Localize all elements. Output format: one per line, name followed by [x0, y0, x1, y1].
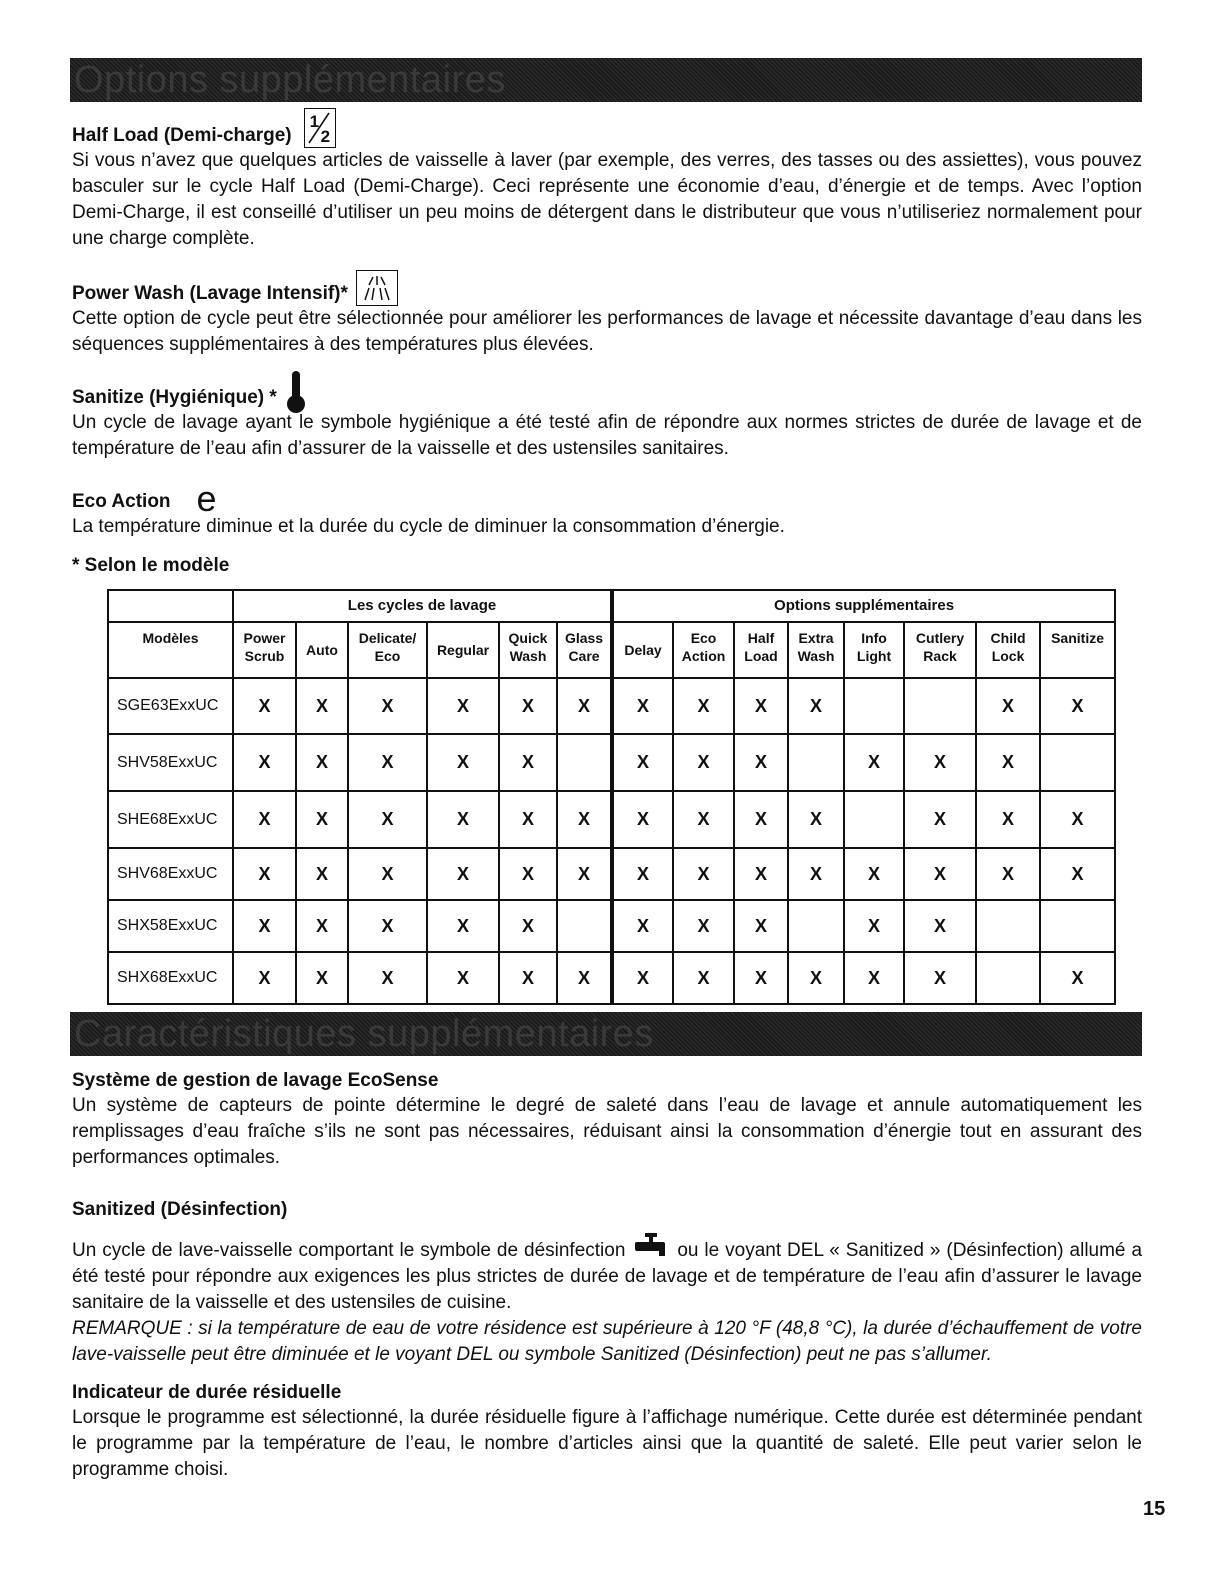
header-quick-wash: Quick Wash	[499, 622, 557, 678]
model-features-table	[107, 589, 1116, 1005]
table-row	[108, 678, 1115, 734]
feature-cell: X	[233, 952, 296, 1004]
feature-cell: X	[348, 734, 427, 791]
feature-cell	[1040, 900, 1115, 952]
eco-icon: e	[196, 478, 217, 519]
feature-cell	[557, 734, 612, 791]
feature-cell: X	[734, 734, 788, 791]
model-cell: SHV58ExxUC	[108, 734, 233, 791]
feature-cell: X	[557, 952, 612, 1004]
header-delay: Delay	[612, 622, 673, 678]
group-options: Options supplémentaires	[612, 590, 1115, 622]
feature-cell: X	[673, 734, 734, 791]
feature-cell: X	[734, 678, 788, 734]
thermometer-icon	[285, 370, 307, 414]
feature-cell: X	[734, 952, 788, 1004]
sanitized-section	[72, 1198, 1142, 1368]
table-row	[108, 791, 1115, 848]
feature-cell: X	[673, 791, 734, 848]
half-icon-numerator: 1	[309, 112, 320, 131]
feature-cell	[788, 900, 844, 952]
ecosense-section	[72, 1069, 1142, 1171]
section-banner-options	[70, 58, 1142, 102]
feature-cell: X	[788, 952, 844, 1004]
eco-action-text: La température diminue et la durée du cycle de diminuer la consommation d’énergie.	[72, 516, 785, 537]
header-child-lock: Child Lock	[976, 622, 1040, 678]
residual-time-section	[72, 1381, 1142, 1483]
feature-cell: X	[233, 734, 296, 791]
sanitize-section	[72, 368, 1142, 462]
sanitized-title: Sanitized (Désinfection)	[72, 1199, 288, 1220]
feature-cell: X	[296, 734, 348, 791]
feature-cell: X	[348, 791, 427, 848]
table-body	[108, 678, 1115, 1004]
residual-text: Lorsque le programme est sélectionné, la durée résiduelle figure à l’affichage numérique. Cette durée est déterminée pendant le programme par la température de l’eau, le nombre d’articles ainsi que la quantité de saleté. Elle peut varier selon le programme choisi.	[72, 1407, 1142, 1480]
header-models: Modèles	[108, 622, 233, 678]
banner-title: Options supplémentaires	[74, 59, 506, 101]
table-row	[108, 848, 1115, 900]
sanitized-note: REMARQUE : si la température de eau de votre résidence est supérieure à 120 °F (48,8 °C), la durée d’échauffement de votre lave-vaisselle peut être diminuée et le voyant DEL ou symbole Sanitized (Désinfection) peut ne pas s’allumer.	[72, 1318, 1142, 1365]
feature-cell: X	[296, 678, 348, 734]
feature-cell: X	[976, 791, 1040, 848]
feature-cell: X	[296, 848, 348, 900]
feature-cell: X	[233, 900, 296, 952]
feature-cell: X	[1040, 952, 1115, 1004]
feature-cell	[904, 678, 976, 734]
sanitized-text	[72, 1232, 1142, 1316]
residual-title: Indicateur de durée résiduelle	[72, 1382, 342, 1403]
feature-cell: X	[904, 734, 976, 791]
feature-cell	[788, 734, 844, 791]
feature-cell: X	[348, 952, 427, 1004]
feature-cell: X	[612, 734, 673, 791]
feature-cell: X	[673, 678, 734, 734]
feature-cell: X	[612, 900, 673, 952]
feature-cell	[976, 952, 1040, 1004]
half-load-section	[72, 104, 1142, 252]
feature-cell: X	[844, 900, 904, 952]
power-wash-text: Cette option de cycle peut être sélectionnée pour améliorer les performances de lavage et nécessite davantage d’eau dans les séquences supplémentaires à des températures plus élevées.	[72, 308, 1142, 355]
header-power-scrub: Power Scrub	[233, 622, 296, 678]
feature-cell: X	[296, 952, 348, 1004]
header-delicate-eco: Delicate/ Eco	[348, 622, 427, 678]
feature-cell	[844, 678, 904, 734]
feature-cell: X	[499, 791, 557, 848]
table-row	[108, 734, 1115, 791]
header-extra-wash: Extra Wash	[788, 622, 844, 678]
feature-cell: X	[904, 900, 976, 952]
feature-cell: X	[612, 678, 673, 734]
feature-cell: X	[427, 900, 499, 952]
feature-cell: X	[844, 952, 904, 1004]
feature-cell: X	[612, 848, 673, 900]
header-regular: Regular	[427, 622, 499, 678]
table-group-row	[108, 590, 1115, 622]
header-glass-care: Glass Care	[557, 622, 612, 678]
header-auto: Auto	[296, 622, 348, 678]
sanitized-text-before: Un cycle de lave-vaisselle comportant le symbole de désinfection	[72, 1240, 626, 1261]
feature-cell: X	[348, 678, 427, 734]
feature-cell: X	[612, 952, 673, 1004]
eco-action-title: Eco Action	[72, 491, 171, 512]
feature-cell: X	[499, 952, 557, 1004]
feature-cell: X	[557, 791, 612, 848]
table-header-row	[108, 622, 1115, 678]
feature-cell: X	[499, 734, 557, 791]
feature-cell: X	[976, 734, 1040, 791]
feature-cell: X	[976, 678, 1040, 734]
page-number: 15	[1143, 1498, 1166, 1520]
model-cell: SHX68ExxUC	[108, 952, 233, 1004]
model-cell: SHX58ExxUC	[108, 900, 233, 952]
feature-cell: X	[673, 900, 734, 952]
feature-cell: X	[296, 791, 348, 848]
header-eco-action: Eco Action	[673, 622, 734, 678]
feature-cell: X	[499, 900, 557, 952]
table-row	[108, 952, 1115, 1004]
sanitize-title: Sanitize (Hygiénique) *	[72, 387, 277, 408]
header-info-light: Info Light	[844, 622, 904, 678]
banner-title: Caractéristiques supplémentaires	[74, 1013, 654, 1055]
feature-cell: X	[348, 848, 427, 900]
feature-cell: X	[427, 848, 499, 900]
feature-cell: X	[1040, 848, 1115, 900]
feature-cell: X	[612, 791, 673, 848]
half-load-title: Half Load (Demi-charge)	[72, 125, 292, 146]
eco-action-section	[72, 480, 1142, 540]
feature-cell	[976, 900, 1040, 952]
model-cell: SHE68ExxUC	[108, 791, 233, 848]
feature-cell: X	[734, 900, 788, 952]
feature-cell: X	[427, 734, 499, 791]
feature-cell: X	[904, 791, 976, 848]
feature-cell: X	[557, 848, 612, 900]
feature-cell: X	[233, 791, 296, 848]
feature-cell	[844, 791, 904, 848]
feature-cell: X	[673, 848, 734, 900]
feature-cell: X	[788, 678, 844, 734]
model-cell: SGE63ExxUC	[108, 678, 233, 734]
group-empty-cell	[108, 590, 233, 622]
feature-cell: X	[499, 678, 557, 734]
header-cutlery-rack: Cutlery Rack	[904, 622, 976, 678]
power-wash-title: Power Wash (Lavage Intensif)*	[72, 283, 348, 304]
feature-cell: X	[844, 848, 904, 900]
feature-cell: X	[427, 678, 499, 734]
feature-cell: X	[844, 734, 904, 791]
feature-cell: X	[788, 848, 844, 900]
half-load-text: Si vous n’avez que quelques articles de vaisselle à laver (par exemple, des verres, des tasses ou des assiettes), vous pouvez basculer sur le cycle Half Load (Demi-Charge). Ceci représente une économie d’eau, d’énergie et de temps. Avec l’option Demi-Charge, il est conseillé d’utiliser un peu moins de détergent dans le distributeur que vous n’utiliseriez normalement pour une charge complète.	[72, 150, 1142, 249]
feature-cell: X	[499, 848, 557, 900]
feature-cell: X	[233, 678, 296, 734]
sanitize-text: Un cycle de lavage ayant le symbole hygiénique a été testé afin de répondre aux normes strictes de durée de lavage et de température de l’eau afin d’assurer de la vaisselle et des ustensiles sanitaires.	[72, 412, 1142, 459]
feature-cell: X	[788, 791, 844, 848]
feature-cell: X	[557, 678, 612, 734]
feature-cell: X	[734, 791, 788, 848]
feature-cell: X	[904, 848, 976, 900]
sanitized-text-after: ou le voyant DEL « Sanitized » (Désinfection) allumé a été testé pour répondre aux exigences les plus strictes de durée de lavage et de température de l’eau afin d’assurer le lavage sanitaire de la vaisselle et des ustensiles de cuisine.	[72, 1240, 1143, 1313]
section-banner-features	[70, 1012, 1142, 1056]
feature-cell: X	[1040, 791, 1115, 848]
table-row	[108, 900, 1115, 952]
faucet-icon	[633, 1232, 669, 1258]
feature-cell: X	[348, 900, 427, 952]
ecosense-text: Un système de capteurs de pointe détermine le degré de saleté dans l’eau de lavage et annule automatiquement les remplissages d’eau fraîche s’ils ne sont pas nécessaires, réduisant ainsi la consommation d’énergie tout en assurant des performances optimales.	[72, 1095, 1142, 1168]
header-sanitize: Sanitize	[1040, 622, 1115, 678]
feature-cell: X	[976, 848, 1040, 900]
feature-cell: X	[1040, 678, 1115, 734]
half-load-icon	[304, 108, 336, 148]
selon-le-modele: * Selon le modèle	[72, 555, 230, 576]
spray-lines-icon	[359, 273, 395, 303]
group-cycles: Les cycles de lavage	[233, 590, 612, 622]
model-cell: SHV68ExxUC	[108, 848, 233, 900]
header-half-load: Half Load	[734, 622, 788, 678]
feature-cell: X	[427, 952, 499, 1004]
feature-cell: X	[734, 848, 788, 900]
feature-cell: X	[427, 791, 499, 848]
ecosense-title: Système de gestion de lavage EcoSense	[72, 1070, 439, 1091]
spray-icon	[356, 270, 398, 306]
power-wash-section	[72, 268, 1142, 358]
feature-cell: X	[296, 900, 348, 952]
feature-cell: X	[233, 848, 296, 900]
feature-cell	[1040, 734, 1115, 791]
half-icon-denominator: 2	[320, 127, 331, 146]
feature-cell: X	[673, 952, 734, 1004]
feature-cell: X	[904, 952, 976, 1004]
feature-cell	[557, 900, 612, 952]
model-note	[72, 554, 1142, 578]
